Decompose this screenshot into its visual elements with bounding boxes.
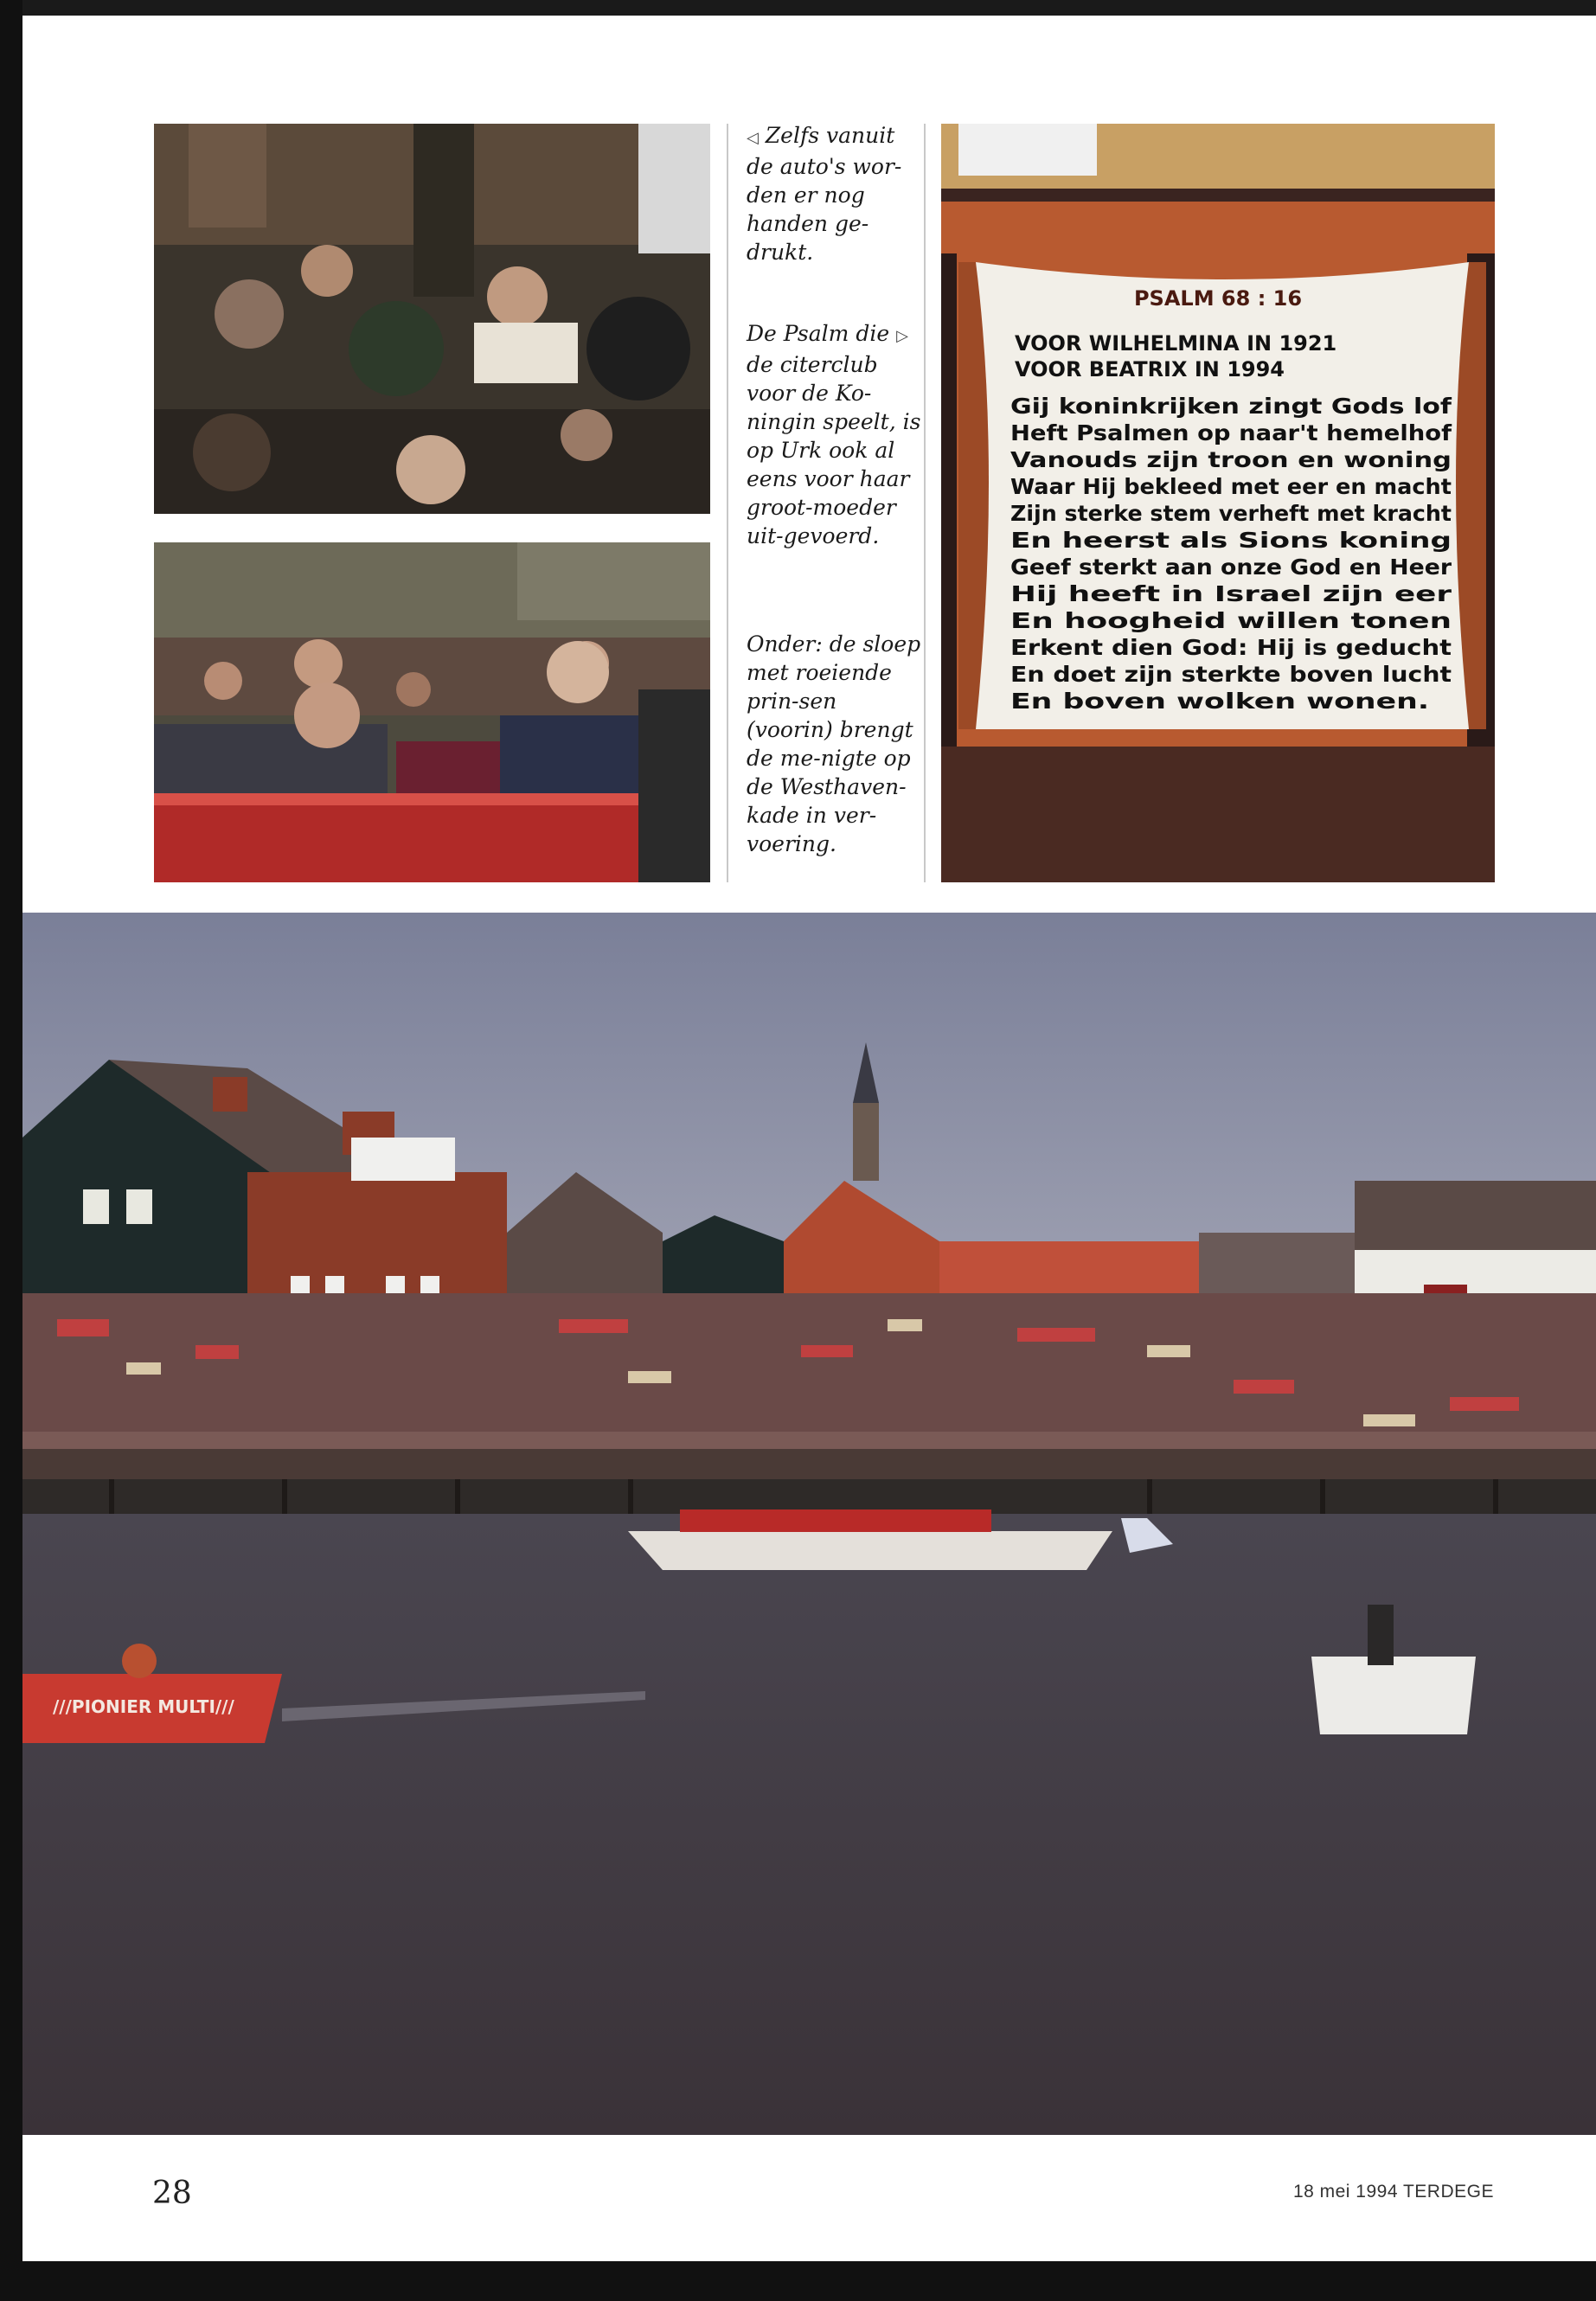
sign-verse-line: En doet zijn sterkte boven lucht [1010, 662, 1452, 687]
sign-verse-line: Zijn sterke stem verheft met kracht [1010, 501, 1452, 526]
caption-psalm: De Psalm die ▷ de citerclub voor de Ko-ningin speelt, is op Urk ook al eens voor haar groot-moeder uit-gevoerd. [747, 321, 921, 548]
sign-verse-line: En boven wolken wonen. [1010, 689, 1429, 714]
right-pointer-icon: ▷ [896, 327, 908, 345]
photo-harbor-crowd [22, 913, 1596, 2135]
page-number: 28 [152, 2176, 192, 2211]
photo-convertible-car [154, 542, 710, 882]
caption-handshakes: ◁ Zelfs vanuit de auto's wor-den er nog handen ge-drukt. [747, 123, 902, 265]
page-border-left [0, 0, 22, 2301]
sign-verse-line: Vanouds zijn troon en woning [1010, 447, 1452, 472]
sign-verse-line: Gij koninkrijken zingt Gods lof [1010, 394, 1453, 419]
sign-dedication-2: VOOR BEATRIX IN 1994 [1015, 357, 1285, 381]
sign-verse-line: Hij heeft in Israel zijn eer [1010, 581, 1452, 606]
page-border-top [0, 0, 1596, 16]
sign-verse-line: Waar Hij bekleed met eer en macht [1010, 474, 1452, 499]
photo-crowd-handshakes [154, 124, 710, 514]
left-pointer-icon: ◁ [747, 129, 759, 147]
sign-heading: PSALM 68 : 16 [1133, 286, 1303, 311]
psalm-sign-text [941, 124, 1495, 882]
column-divider-left [727, 124, 728, 882]
sign-verse-line: En hoogheid willen tonen [1010, 608, 1452, 633]
page-border-bottom [0, 2261, 1596, 2301]
sign-verse-line: En heerst als Sions koning [1010, 528, 1452, 553]
sign-verse-line: Geef sterkt aan onze God en Heer [1010, 554, 1452, 580]
boat-label: ///PIONIER MULTI/// [53, 1696, 234, 1717]
sign-verse-line: Erkent dien God: Hij is geducht [1010, 635, 1452, 660]
caption-rowing-boat: Onder: de sloep met roeiende prin-sen (voorin) brengt de me-nigte op de Westhaven-kade in ver-voering. [747, 631, 921, 856]
footer-issue-date: 18 mei 1994 TERDEGE [1292, 2182, 1494, 2202]
column-divider-right [924, 124, 926, 882]
sign-verse-line: Heft Psalmen op naar't hemelhof [1010, 420, 1453, 445]
sign-dedication-1: VOOR WILHELMINA IN 1921 [1015, 331, 1337, 356]
photo-psalm-sign [941, 124, 1495, 882]
